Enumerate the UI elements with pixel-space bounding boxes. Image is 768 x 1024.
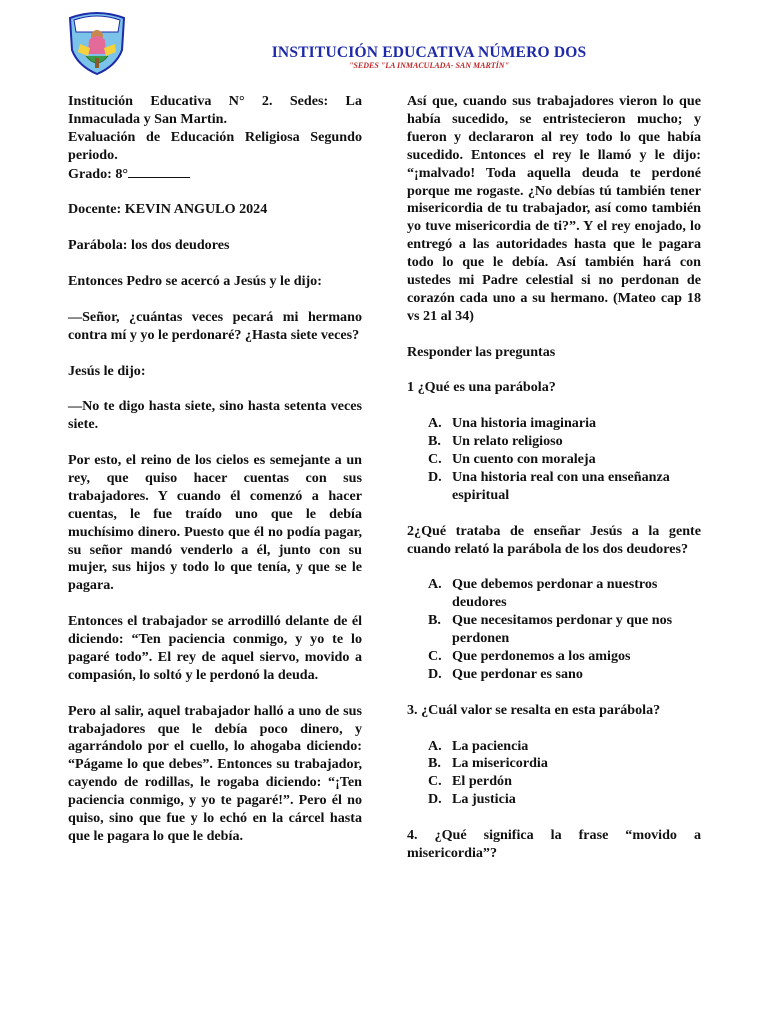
option (407, 451, 701, 469)
paragraph: Jesús le dijo: (68, 362, 146, 379)
evaluation-line: Evaluación de Educación Religiosa Segundo periodo. (68, 128, 362, 163)
question-1: 1 ¿Qué es una parábola? (407, 379, 556, 396)
paragraph: Entonces el trabajador se arrodilló delante de él diciendo: “Ten paciencia conmigo, y yo te lo pagaré todo”. El rey de aquel siervo, movido a compasión, lo soltó y le perdonó la deuda. (68, 613, 362, 683)
option-letter: D. (428, 791, 442, 808)
option (407, 612, 701, 648)
option-letter: B. (428, 612, 441, 629)
option-text: Que necesitamos perdonar y que nos perdonen (452, 612, 673, 647)
institution-title: INSTITUCIÓN EDUCATIVA NÚMERO DOS (271, 44, 587, 61)
option-letter: D. (428, 468, 442, 485)
option-letter: C. (428, 451, 442, 468)
option-letter: A. (428, 415, 442, 432)
option-text: La paciencia (452, 737, 529, 754)
institution-subtitle: "SEDES "LA INMACULADA- SAN MARTÍN" (348, 61, 510, 70)
paragraph: Entonces Pedro se acercó a Jesús y le dijo: (68, 273, 322, 290)
school-crest-icon (66, 10, 128, 76)
option (407, 433, 701, 451)
teacher-line: Docente: KEVIN ANGULO 2024 (68, 201, 268, 218)
option-text: La misericordia (452, 755, 548, 772)
paragraph: Pero al salir, aquel trabajador halló a uno de sus trabajadores que le debía poco dinero, y agarrándolo por el cuello, lo ahogaba diciendo: “Págame lo que debes”. Entonces su trabajador, cayendo de rodillas, le rogaba diciendo: “¡Ten paciencia conmigo, y yo te pagaré!”. Pero él no quiso, sino que fue y lo echó en la cárcel hasta que le pagara lo que le debía. (68, 702, 362, 845)
option-letter: A. (428, 576, 442, 593)
option-text: Una historia real con una enseñanza espiritual (452, 468, 670, 503)
grade-blank (128, 165, 190, 178)
paragraph: Por esto, el reino de los cielos es semejante a un rey, que quiso hacer cuentas con sus trabajadores. Y cuando él comenzó a hacer cuentas, le fue traído uno que le debía muchísimo dinero. Puesto que él no podía pagar, su señor mandó venderlo a él, junto con su mujer, sus hijos y todo lo que tenía, y que se le pagara. (68, 452, 362, 594)
question-3: 3. ¿Cuál valor se resalta en esta parábola? (407, 701, 661, 718)
option-text: Que perdonemos a los amigos (452, 648, 631, 665)
option-letter: C. (428, 773, 442, 790)
right-column (407, 93, 701, 881)
institution-line: Institución Educativa N° 2. Sedes: La Inmaculada y San Martin. (68, 93, 362, 127)
option (407, 773, 701, 791)
option-text: Que debemos perdonar a nuestros deudores (452, 576, 658, 611)
option-letter: B. (428, 433, 441, 450)
question-2: 2¿Qué trataba de enseñar Jesús a la gente cuando relató la parábola de los dos deudores? (407, 522, 701, 557)
option-letter: A. (428, 737, 442, 754)
question-3-options (407, 738, 701, 810)
option (407, 791, 701, 809)
option-text: Un relato religioso (452, 433, 563, 450)
grade-line (68, 165, 362, 184)
option-letter: D. (428, 665, 442, 682)
option-text: La justicia (452, 791, 516, 808)
question-1-options (407, 415, 701, 505)
question-4: 4. ¿Qué significa la frase “movido a misericordia”? (407, 827, 701, 861)
paragraph: —No te digo hasta siete, sino hasta setenta veces siete. (68, 398, 362, 433)
option (407, 415, 701, 433)
option (407, 755, 701, 773)
option (407, 666, 701, 684)
question-2-options (407, 576, 701, 683)
option (407, 576, 701, 612)
option (407, 738, 701, 756)
paragraph: —Señor, ¿cuántas veces pecará mi hermano contra mí y yo le perdonaré? ¿Hasta siete veces? (68, 308, 362, 343)
paragraph: Así que, cuando sus trabajadores vieron lo que había sucedido, se entristecieron mucho; y fueron y declararon al rey todo lo que había sucedido. Entonces el rey le llamó y le dijo: “¡malvado! Toda aquella deuda te perdoné porque me rogaste. ¿No debías tú también tener misericordia de tu trabajador, así como también yo tuve misericordia de ti?”. Y el rey enojado, lo entregó a las autoridades hasta que le pagara todo lo que le debía. Así también hará con ustedes mi Padre celestial si no perdonan de corazón cada uno a su hermano. (Mateo cap 18 vs 21 al 34) (407, 93, 701, 324)
parable-title: Parábola: los dos deudores (68, 237, 230, 254)
option (407, 469, 701, 505)
option (407, 648, 701, 666)
grade-label: Grado: 8° (68, 165, 129, 182)
left-column (68, 93, 362, 864)
option-text: Que perdonar es sano (452, 665, 583, 682)
option-text: El perdón (452, 773, 512, 790)
option-text: Un cuento con moraleja (452, 451, 596, 468)
option-text: Una historia imaginaria (452, 415, 597, 432)
instructions: Responder las preguntas (407, 343, 556, 360)
option-letter: B. (428, 755, 441, 772)
option-letter: C. (428, 648, 442, 665)
